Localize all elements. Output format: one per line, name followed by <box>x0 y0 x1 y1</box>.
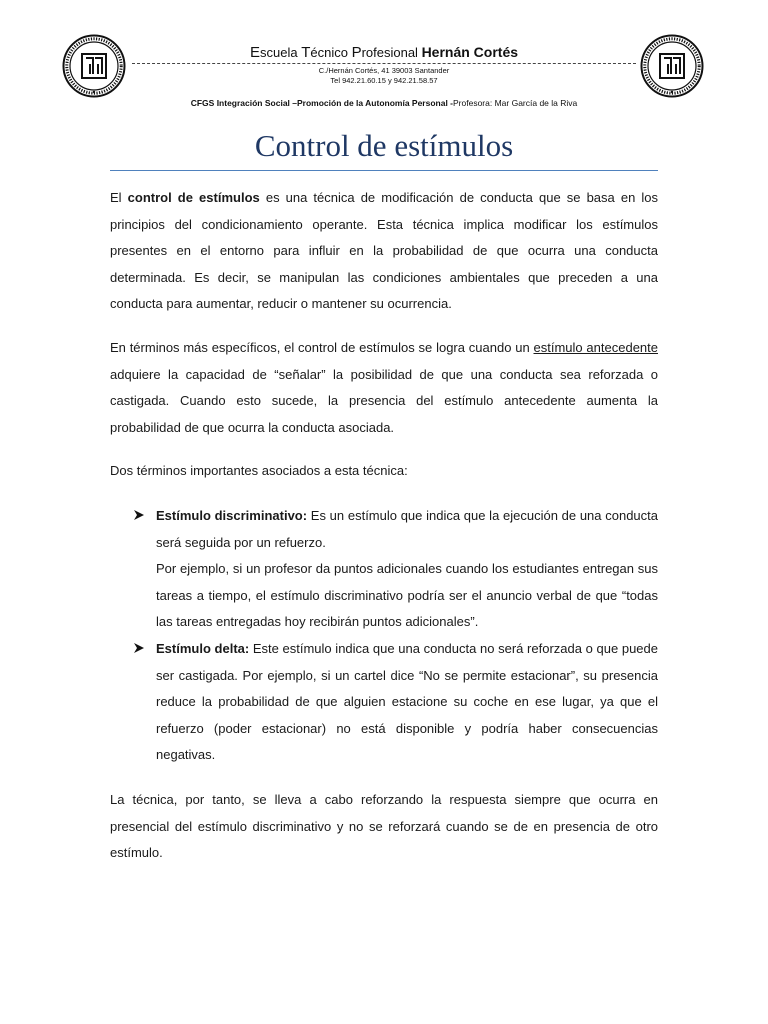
page-title: Control de estímulos <box>254 128 514 163</box>
school-seal-logo-right <box>640 34 704 98</box>
terms-list <box>133 503 658 769</box>
underlined-term: estímulo antecedente <box>533 340 658 355</box>
address-line: C./Hernán Cortés, 41 39003 Santander <box>318 66 450 75</box>
school-name-bold: Hernán Cortés <box>421 44 519 60</box>
school-address <box>136 66 632 86</box>
arrow-bullet-icon <box>133 509 145 521</box>
school-seal-logo-left <box>62 34 126 98</box>
title-underline <box>110 170 658 171</box>
header-dashed-divider <box>132 63 636 64</box>
paragraph-terms-intro: Dos términos importantes asociados a esta técnica: <box>110 463 408 478</box>
arrow-bullet-icon <box>133 642 145 654</box>
school-name: Escuela Técnico Profesional Hernán Cortés <box>249 44 519 61</box>
paragraph-definition: En términos más específicos, el control de estímulos se logra cuando un estímulo antecedente adquiere la capacidad de “señalar” la posibilidad de que una conducta sea reforzada o castigada. Cuando esto sucede, la presencia del estímulo antecedente aumenta la probabilidad de que ocurra la conducta asociada. <box>110 340 658 435</box>
list-item: Estímulo delta: Este estímulo indica que una conducta no será reforzada o que puede ser castigada. Por ejemplo, si un cartel dice “No se permite estacionar”, su presencia reduce la probabilidad de que alguien estacione su coche en ese lugar, ya que el refuerzo (poder estacionar) no está disponible y podría haber consecuencias negativas. <box>133 636 658 769</box>
list-item: Estímulo discriminativo: Es un estímulo que indica que la ejecución de una conducta será seguida por un refuerzo. Por ejemplo, si un profesor da puntos adicionales cuando los estudiantes entregan sus tareas a tiempo, el estímulo discriminativo podría ser el anuncio verbal de que “todas las tareas entregadas hoy recibirán puntos adicionales”. <box>133 503 658 636</box>
program-line: CFGS Integración Social –Promoción de la Autonomía Personal -Profesora: Mar García de la Riva <box>190 98 578 108</box>
phone-line: Tel 942.21.60.15 y 942.21.58.57 <box>330 76 438 85</box>
paragraph-conclusion: La técnica, por tanto, se lleva a cabo reforzando la respuesta siempre que ocurra en presencial del estímulo discriminativo y no se reforzará cuando se de en presencia de otro estímulo. <box>110 792 658 861</box>
paragraph-intro: El control de estímulos es una técnica de modificación de conducta que se basa en los principios del condicionamiento operante. Esta técnica implica modificar los estímulos presentes en el entorno para influir en la probabilidad de que ocurra una conducta determinada. Es decir, se manipulan las condiciones ambientales que preceden a una conducta para aumentar, reducir o mantener su ocurrencia. <box>110 190 659 312</box>
example-text: Por ejemplo, si un profesor da puntos adicionales cuando los estudiantes entregan sus tareas a tiempo, el estímulo discriminativo podría ser el anuncio verbal de que “todas las tareas entregadas hoy recibirán puntos adicionales”. <box>156 561 658 630</box>
